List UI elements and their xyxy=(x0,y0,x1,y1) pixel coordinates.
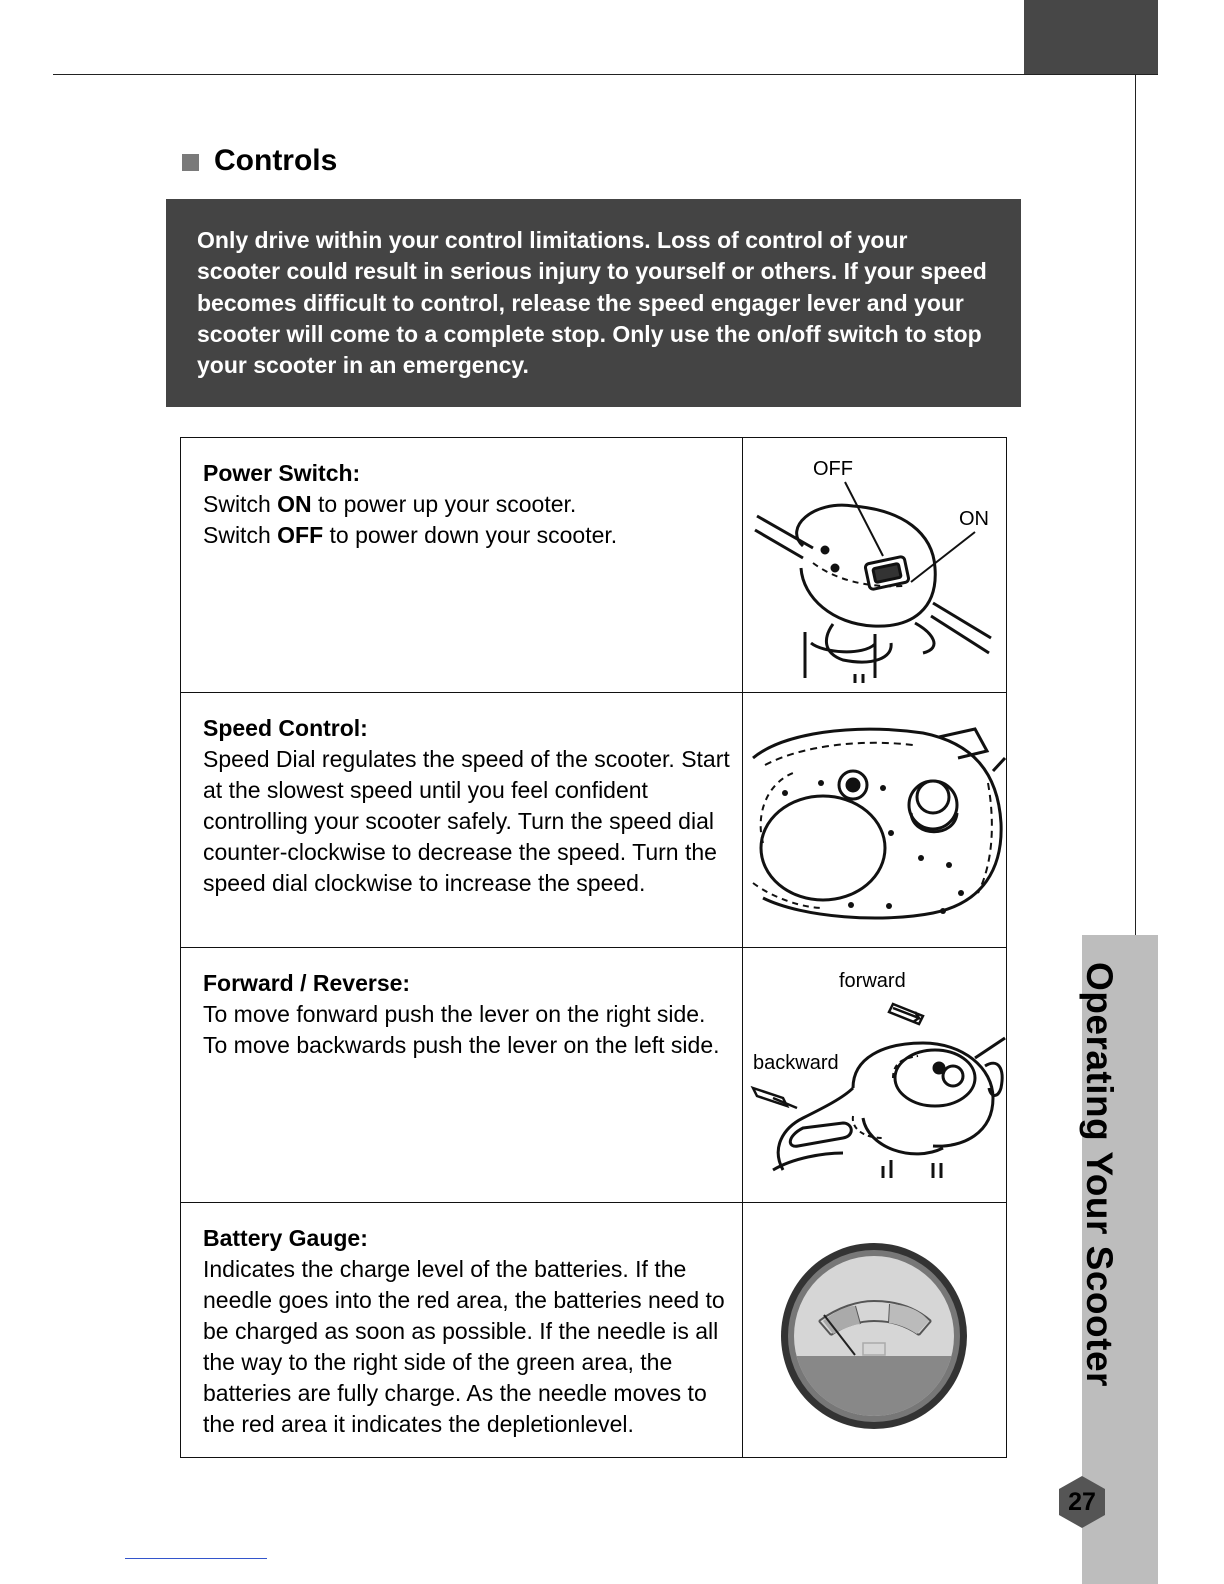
power-switch-title: Power Switch: xyxy=(203,460,361,486)
forward-reverse-cell xyxy=(181,948,743,1203)
forward-reverse-figure xyxy=(743,948,1007,1203)
controls-table xyxy=(180,437,1007,1458)
section-title: Controls xyxy=(214,144,338,177)
backward-label: backward xyxy=(753,1052,839,1074)
speed-control-figure xyxy=(743,693,1007,948)
page-number-badge xyxy=(1055,1475,1109,1529)
table-row xyxy=(181,1203,1007,1458)
footer-link-rule xyxy=(125,1558,267,1559)
on-label: ON xyxy=(959,508,989,530)
speed-control-title: Speed Control: xyxy=(203,715,368,741)
table-row xyxy=(181,948,1007,1203)
header-corner-block xyxy=(1024,0,1158,74)
speed-control-body: Speed Dial regulates the speed of the scooter. Start at the slowest speed until you feel confident controlling your scooter safely. Turn the speed dial counter-clockwise to decrease the speed. Turn the speed dial clockwise to increase the speed. xyxy=(203,746,730,896)
forward-reverse-title: Forward / Reverse: xyxy=(203,970,411,996)
page-number: 27 xyxy=(1068,1488,1096,1516)
battery-gauge-figure xyxy=(743,1203,1007,1458)
side-tab-title: Operating Your Scooter xyxy=(1079,962,1120,1387)
battery-gauge-illustration xyxy=(743,1203,1007,1458)
table-row xyxy=(181,693,1007,948)
power-switch-illustration xyxy=(743,438,1007,693)
power-switch-figure xyxy=(743,438,1007,693)
battery-gauge-cell xyxy=(181,1203,743,1458)
table-row xyxy=(181,438,1007,693)
square-bullet-icon xyxy=(182,154,199,171)
speed-dial-illustration xyxy=(743,693,1007,948)
power-switch-cell xyxy=(181,438,743,693)
battery-gauge-body: Indicates the charge level of the batteries. If the needle goes into the red area, the batteries need to be charged as soon as possible. If the needle is all the way to the right side of the green area, the batteries are fully charge. As the needle moves to the red area it indicates the depletionlevel. xyxy=(203,1256,725,1437)
section-heading xyxy=(182,144,337,178)
power-switch-line-on: Switch ON to power up your scooter. xyxy=(203,491,577,517)
forward-reverse-body: To move fonward push the lever on the right side. To move backwards push the lever on the left side. xyxy=(203,1001,720,1058)
side-rule xyxy=(1135,74,1136,936)
forward-label: forward xyxy=(839,970,906,992)
header-rule xyxy=(53,74,1158,75)
warning-box: Only drive within your control limitations. Loss of control of your scooter could result in serious injury to yourself or others. If your speed becomes difficult to control, release the speed engager lever and your scooter will come to a complete stop. Only use the on/off switch to stop your scooter in an emergency. xyxy=(166,199,1021,407)
battery-gauge-title: Battery Gauge: xyxy=(203,1225,368,1251)
off-label: OFF xyxy=(813,458,853,480)
speed-control-cell xyxy=(181,693,743,948)
power-switch-line-off: Switch OFF to power down your scooter. xyxy=(203,522,618,548)
